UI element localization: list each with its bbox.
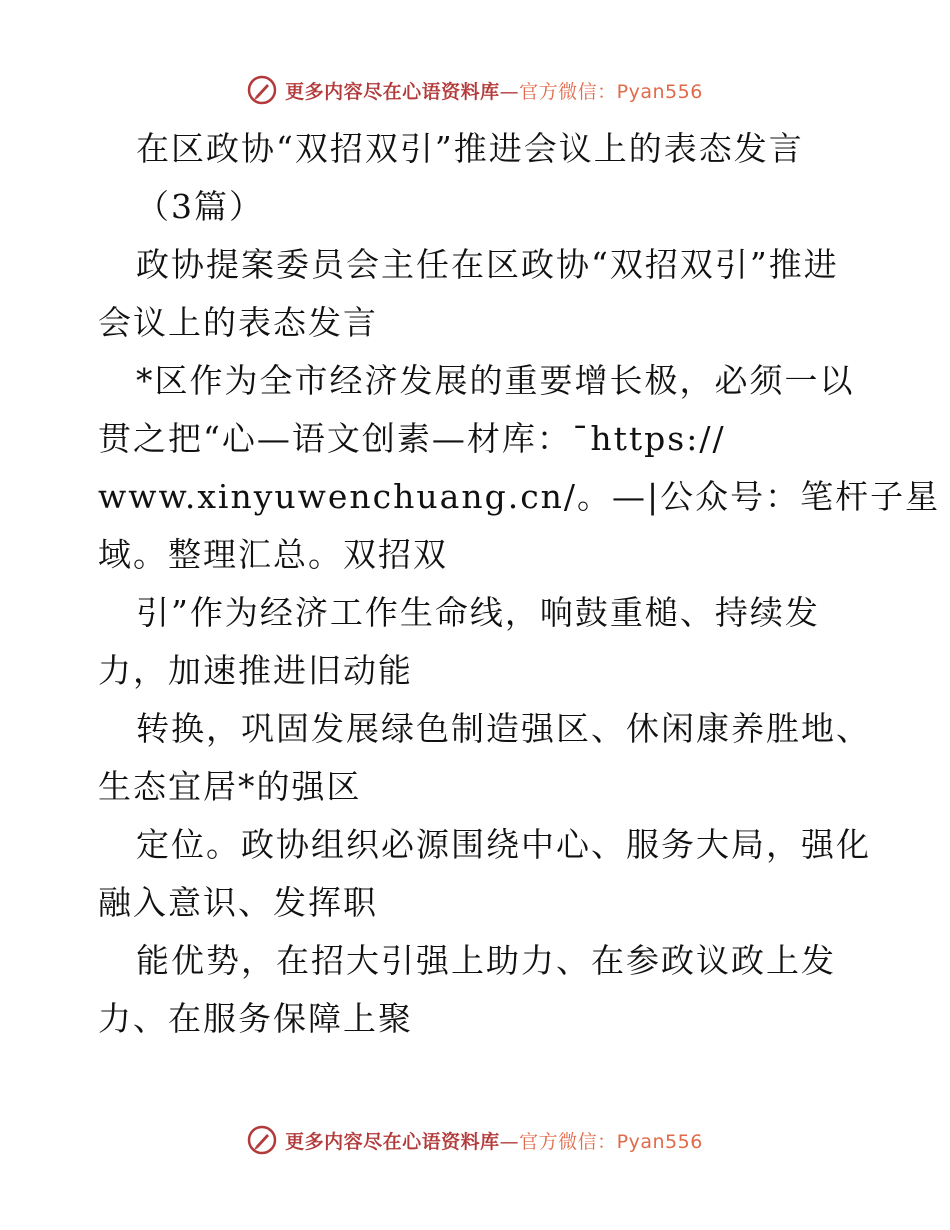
- document-line: 政协提案委员会主任在区政协“双招双引”推进: [136, 245, 839, 284]
- document-line: 贯之把“心—语文创素—材库：¯https://: [98, 419, 726, 458]
- document-line: 引”作为经济工作生命线，响鼓重槌、持续发: [136, 593, 820, 632]
- document-line: 能优势，在招大引强上助力、在参政议政上发: [136, 941, 836, 980]
- document-line: *区作为全市经济发展的重要增长极，必须一以: [136, 361, 855, 400]
- pen-nib-logo-icon: [247, 75, 277, 105]
- header-banner-dash: —: [499, 80, 520, 103]
- footer-banner-text: [285, 1127, 703, 1154]
- footer-banner: [0, 1120, 950, 1160]
- document-line: 会议上的表态发言: [98, 303, 378, 342]
- document-title-line-2: （3篇）: [136, 187, 264, 226]
- document-line: 转换，巩固发展绿色制造强区、休闲康养胜地、: [136, 709, 871, 748]
- document-line: 力、在服务保障上聚: [98, 999, 413, 1038]
- footer-banner-main: 更多内容尽在心语资料库: [285, 1130, 500, 1153]
- header-banner-main: 更多内容尽在心语资料库: [285, 80, 500, 103]
- header-banner-text: [285, 77, 703, 104]
- header-banner: [0, 70, 950, 110]
- document-line: 定位。政协组织必源围绕中心、服务大局，强化: [136, 825, 871, 864]
- footer-banner-dash: —: [499, 1130, 520, 1153]
- document-line: www.xinyuwenchuang.cn/。—|公众号：笔杆子星: [98, 477, 941, 516]
- document-body: [98, 120, 941, 1048]
- header-banner-wechat: 官方微信：Pyan556: [519, 80, 703, 103]
- document-line: 生态宜居*的强区: [98, 767, 362, 806]
- document-line: 融入意识、发挥职: [98, 883, 378, 922]
- document-title-line-1: 在区政协“双招双引”推进会议上的表态发言: [136, 129, 804, 168]
- document-line: 域。整理汇总。双招双: [98, 535, 448, 574]
- footer-banner-wechat: 官方微信：Pyan556: [519, 1130, 703, 1153]
- pen-nib-logo-icon: [247, 1125, 277, 1155]
- document-line: 力，加速推进旧动能: [98, 651, 413, 690]
